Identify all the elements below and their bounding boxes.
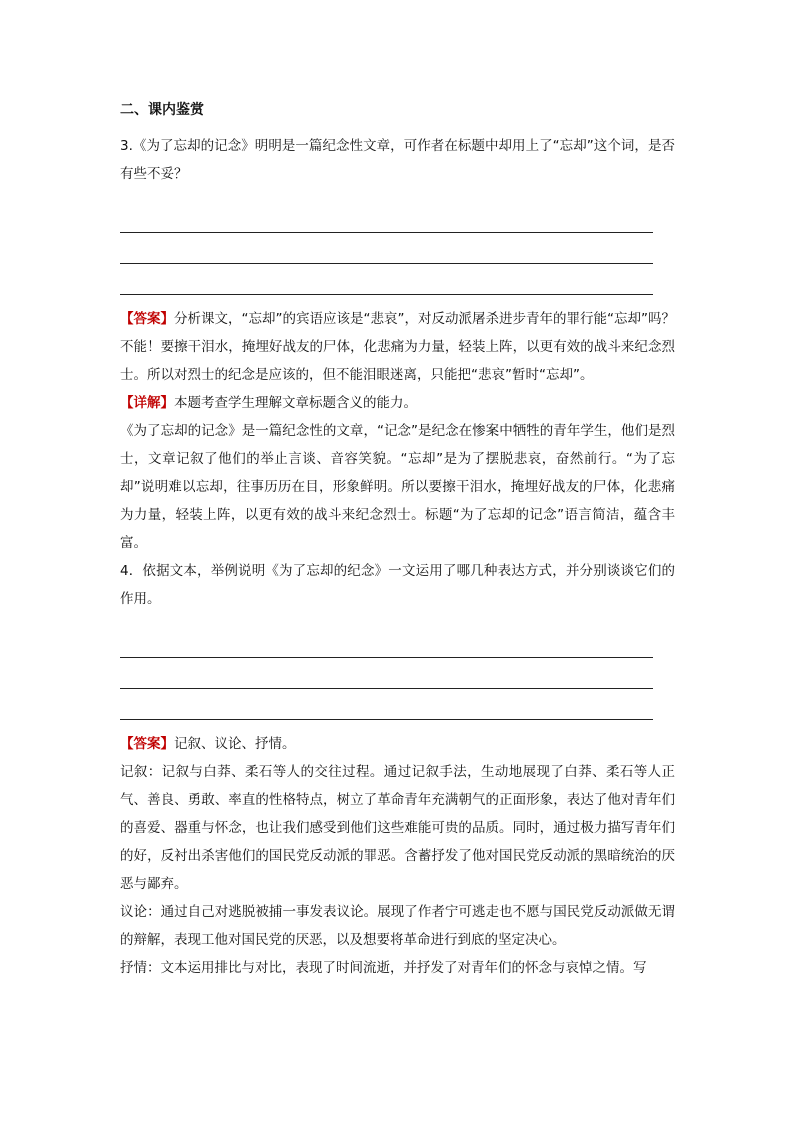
- q3-answer-text: 分析课文，“忘却”的宾语应该是“悲哀”，对反动派屠杀进步青年的罪行能“忘却”吗？不能！要擦干泪水，掩埋好战友的尸体，化悲痛为力量，轻装上阵，以更有效的战斗来纪念烈士。所以对烈士的纪念是应该的，但不能泪眼迷离，只能把“悲哀”暂时“忘却”。: [120, 311, 676, 383]
- q4-answer: [120, 730, 675, 758]
- answer-line: [120, 233, 653, 264]
- answer-tag: 【答案】: [120, 311, 175, 327]
- q4-narration: 记叙：记叙与白莽、柔石等人的交往过程。通过记叙手法，生动地展现了白莽、柔石等人正气、善良、勇敢、率直的性格特点，树立了革命青年充满朝气的正面形象，表达了他对青年们的喜爱、器重与怀念，也让我们感受到他们这些难能可贵的品质。同时，通过极力描写青年们的好，反衬出杀害他们的国民党反动派的罪恶。含蓄抒发了他对国民党反动派的黑暗统治的厌恶与鄙弃。: [120, 764, 675, 892]
- detail-tag: 【详解】: [120, 395, 174, 411]
- answer-lines-q4: [120, 627, 675, 720]
- question-3-text: 3.《为了忘却的记念》明明是一篇纪念性文章，可作者在标题中却用上了“忘却”这个词，是否有些不妥？: [120, 138, 675, 182]
- q3-answer: [120, 305, 675, 389]
- answer-line: [120, 264, 653, 295]
- document-content: [120, 100, 675, 982]
- q3-detail-body: 《为了忘却的记念》是一篇纪念性的文章，“记念”是纪念在惨案中牺牲的青年学生，他们是烈士，文章记叙了他们的举止言谈、音容笑貌。“忘却”是为了摆脱悲哀，奋然前行。“为了忘却”说明难以忘却，往事历历在目，形象鲜明。所以要擦干泪水，掩埋好战友的尸体，化悲痛为力量，轻装上阵，以更有效的战斗来纪念烈士。标题“为了忘却的记念”语言简洁，蕴含丰富。: [120, 423, 675, 551]
- answer-line: [120, 689, 653, 720]
- question-4-text: 4．依据文本，举例说明《为了忘却的纪念》一文运用了哪几种表达方式，并分别谈谈它们的作用。: [120, 563, 675, 607]
- answer-line: [120, 202, 653, 233]
- answer-line: [120, 627, 653, 658]
- answer-lines-q3: [120, 202, 675, 295]
- q3-detail: [120, 389, 675, 417]
- section-title: 二、课内鉴赏: [120, 102, 204, 118]
- answer-tag: 【答案】: [120, 736, 174, 752]
- q3-detail-text: 本题考查学生理解文章标题含义的能力。: [174, 395, 417, 411]
- q4-argument: 议论：通过自己对逃脱被捕一事发表议论。展现了作者宁可逃走也不愿与国民党反动派做无谓的辩解，表现工他对国民党的厌恶，以及想要将革命进行到底的坚定决心。: [120, 904, 675, 948]
- answer-line: [120, 658, 653, 689]
- q4-answer-text: 记叙、议论、抒情。: [174, 736, 296, 752]
- q4-lyric: 抒情：文本运用排比与对比，表现了时间流逝，并抒发了对青年们的怀念与哀悼之情。写: [120, 960, 647, 976]
